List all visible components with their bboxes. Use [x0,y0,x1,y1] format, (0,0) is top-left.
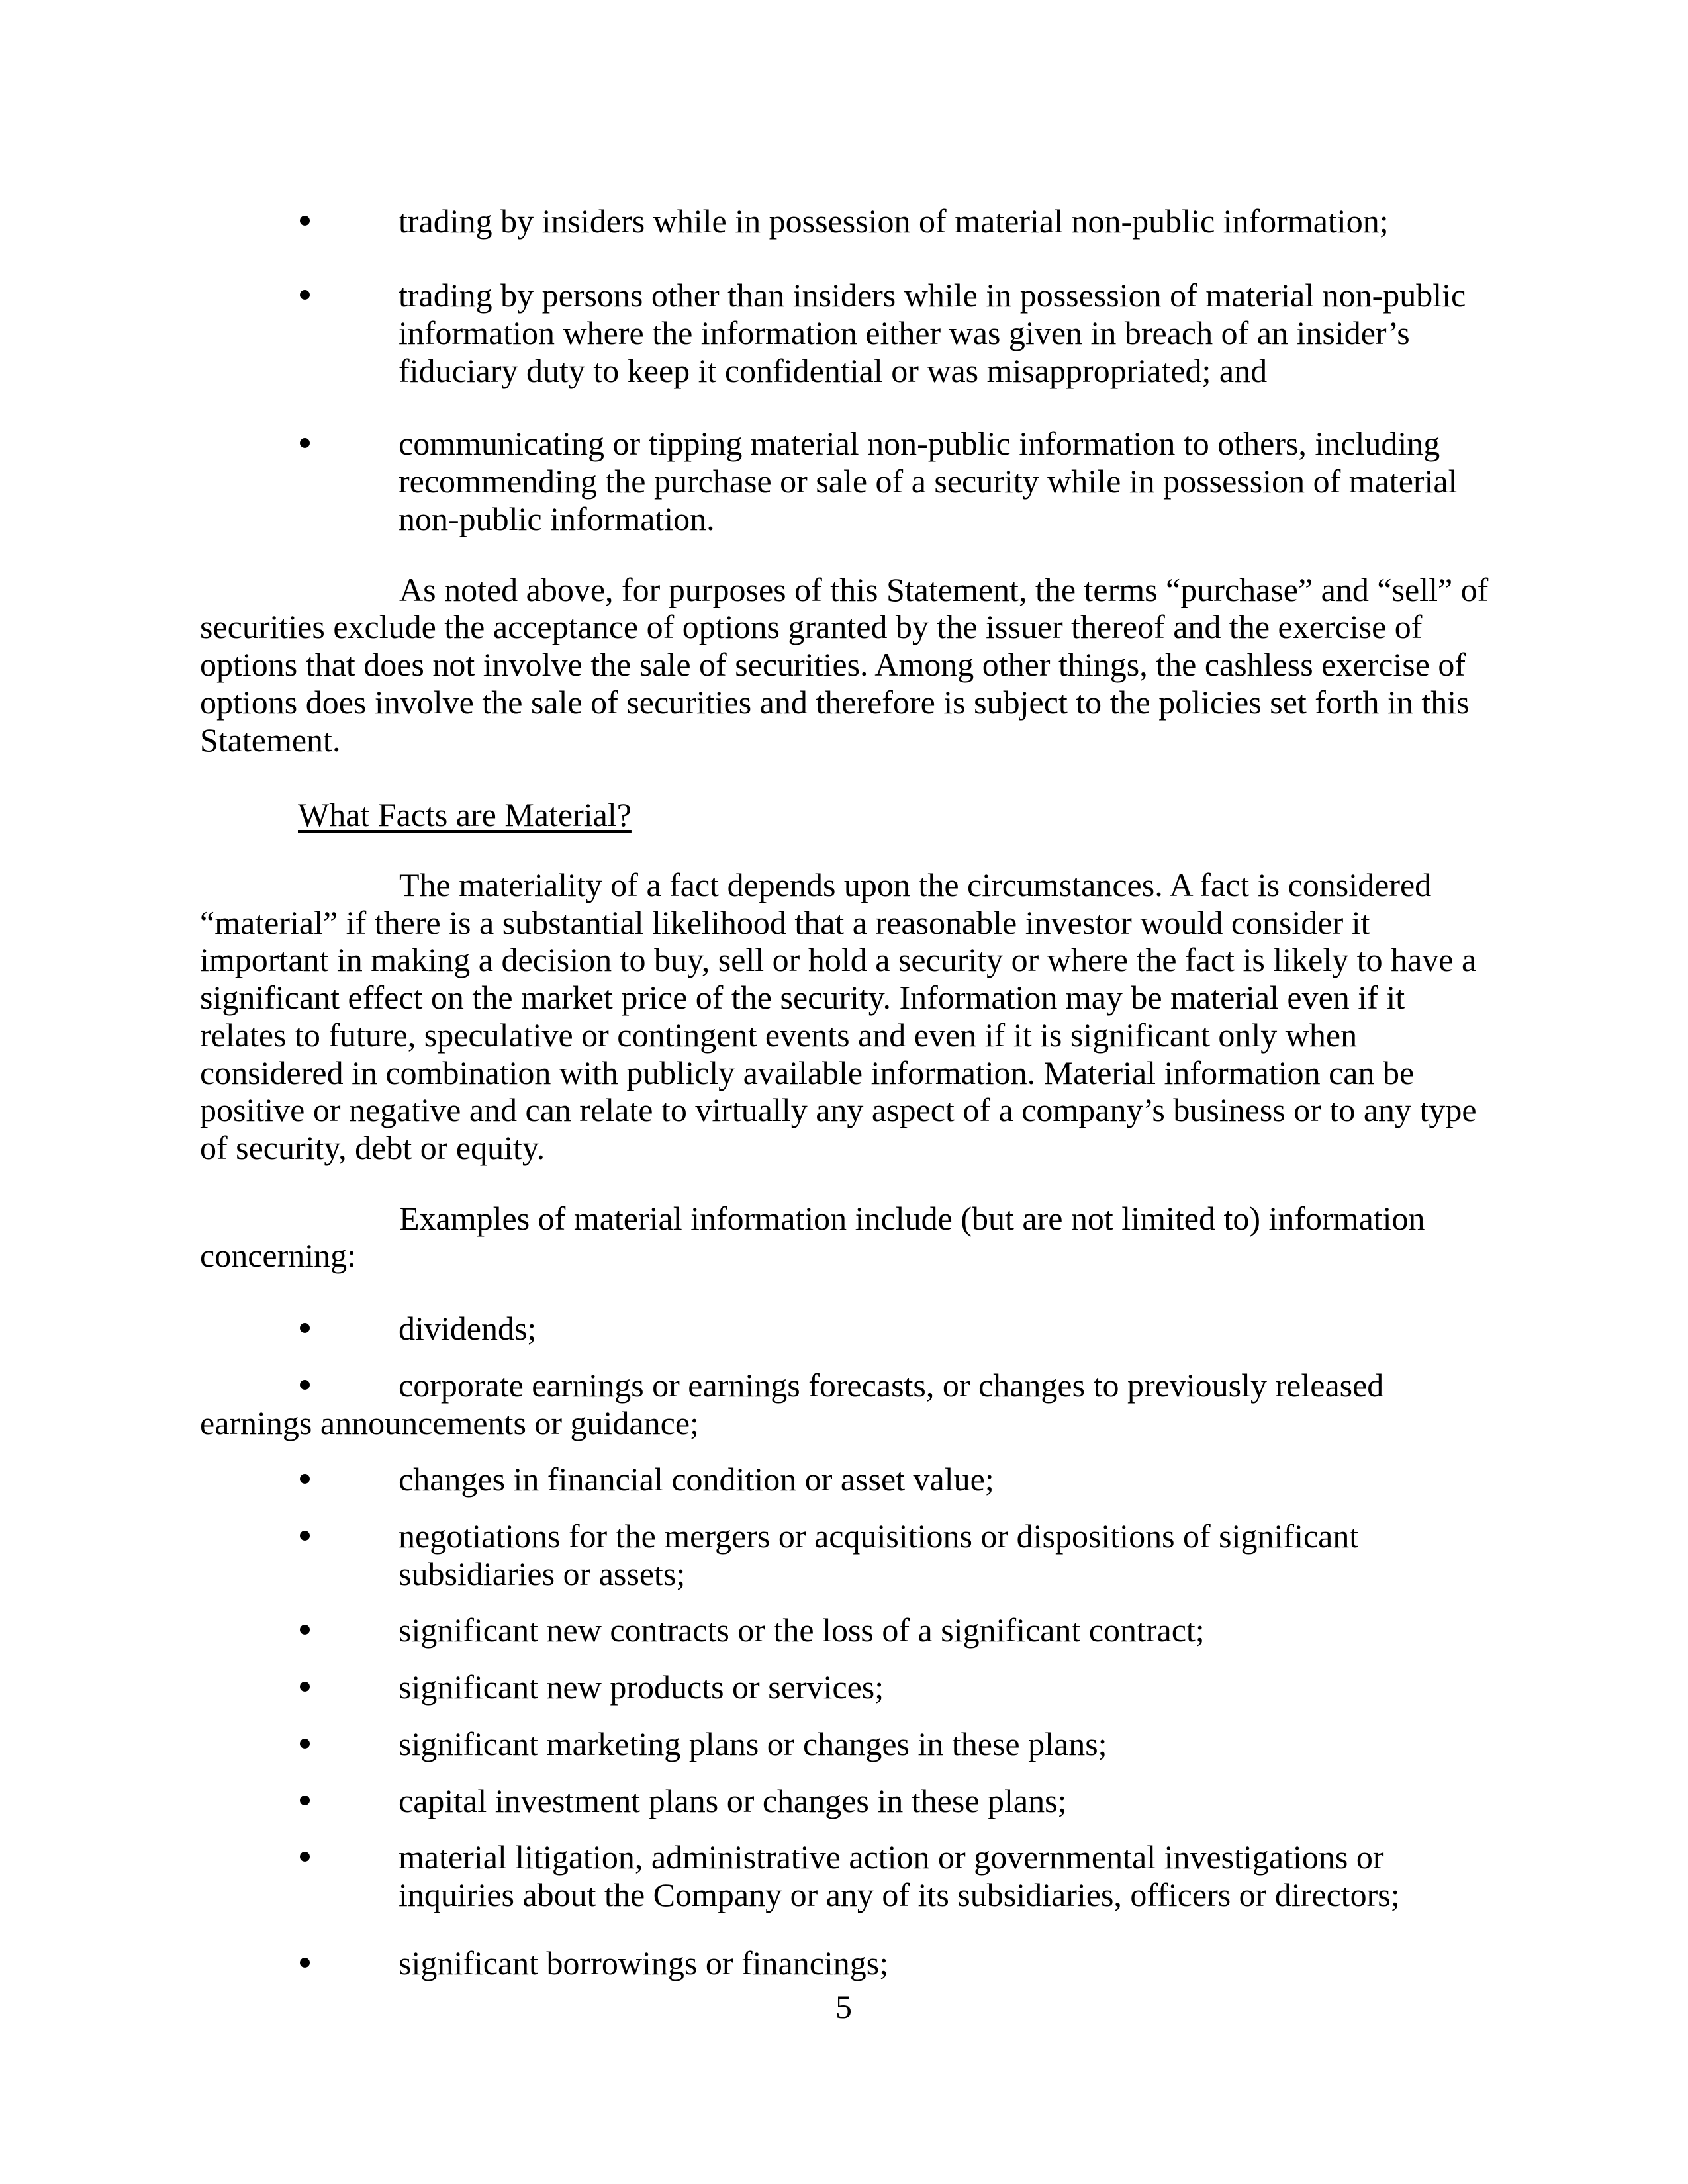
paragraph-line: important in making a decision to buy, sell or hold a security or where the fact is likely to have a [200,941,1477,978]
list-item-text: negotiations for the mergers or acquisitions or dispositions of significant [399,1518,1359,1555]
bullet-icon [300,1796,310,1805]
list-item-text: earnings announcements or guidance; [200,1404,699,1441]
list-item-text: dividends; [399,1310,537,1347]
list-item-text: subsidiaries or assets; [399,1555,686,1592]
bullet-icon [300,1739,310,1749]
paragraph-line: significant effect on the market price of the security. Information may be material even if it [200,979,1405,1016]
section-heading: What Facts are Material? [298,796,632,833]
paragraph-line: As noted above, for purposes of this Statement, the terms “purchase” and “sell” of [399,571,1489,608]
paragraph-line: concerning: [200,1237,357,1274]
list-item-text: inquiries about the Company or any of its subsidiaries, officers or directors; [399,1876,1400,1913]
bullet-icon [300,1958,310,1968]
bullet-icon [300,1625,310,1635]
bullet-icon [300,1380,310,1390]
bullet-icon [300,1323,310,1333]
list-item-text: recommending the purchase or sale of a security while in possession of material [399,463,1458,500]
list-item-text: significant new contracts or the loss of a significant contract; [399,1612,1205,1649]
list-item-text: fiduciary duty to keep it confidential or was misappropriated; and [399,352,1268,389]
list-item-text: changes in financial condition or asset value; [399,1461,994,1498]
paragraph-line: “material” if there is a substantial likelihood that a reasonable investor would consider it [200,904,1370,941]
bullet-icon [300,1852,310,1862]
paragraph-line: Examples of material information include (but are not limited to) information [399,1200,1425,1237]
paragraph-line: relates to future, speculative or contingent events and even if it is significant only when [200,1017,1358,1054]
paragraph-line: positive or negative and can relate to virtually any aspect of a company’s business or to any type [200,1091,1477,1128]
list-item-text: non-public information. [399,500,715,537]
paragraph-line: The materiality of a fact depends upon the circumstances. A fact is considered [399,866,1432,903]
list-item-text: significant borrowings or financings; [399,1944,889,1981]
paragraph-line: of security, debt or equity. [200,1129,545,1166]
list-item-text: corporate earnings or earnings forecasts, or changes to previously released [399,1367,1384,1404]
paragraph-line: considered in combination with publicly available information. Material information can be [200,1054,1415,1091]
bullet-icon [300,216,310,226]
bullet-icon [300,438,310,448]
list-item-text: material litigation, administrative action or governmental investigations or [399,1839,1384,1876]
paragraph-line: options that does not involve the sale of securities. Among other things, the cashless exercise of [200,646,1466,683]
bullet-icon [300,290,310,300]
paragraph-line: Statement. [200,721,341,758]
page-number: 5 [835,1988,852,2025]
list-item-text: significant new products or services; [399,1668,884,1706]
list-item-text: significant marketing plans or changes in these plans; [399,1725,1107,1762]
list-item-text: trading by persons other than insiders while in possession of material non-public [399,277,1466,314]
list-item-text: capital investment plans or changes in these plans; [399,1782,1067,1819]
bullet-icon [300,1474,310,1484]
paragraph-line: securities exclude the acceptance of options granted by the issuer thereof and the exercise of [200,608,1423,645]
list-item-text: trading by insiders while in possession of material non-public information; [399,203,1389,240]
bullet-icon [300,1682,310,1692]
list-item-text: communicating or tipping material non-public information to others, including [399,425,1440,462]
list-item-text: information where the information either was given in breach of an insider’s [399,314,1410,351]
bullet-icon [300,1531,310,1541]
paragraph-line: options does involve the sale of securities and therefore is subject to the policies set forth in this [200,684,1470,721]
